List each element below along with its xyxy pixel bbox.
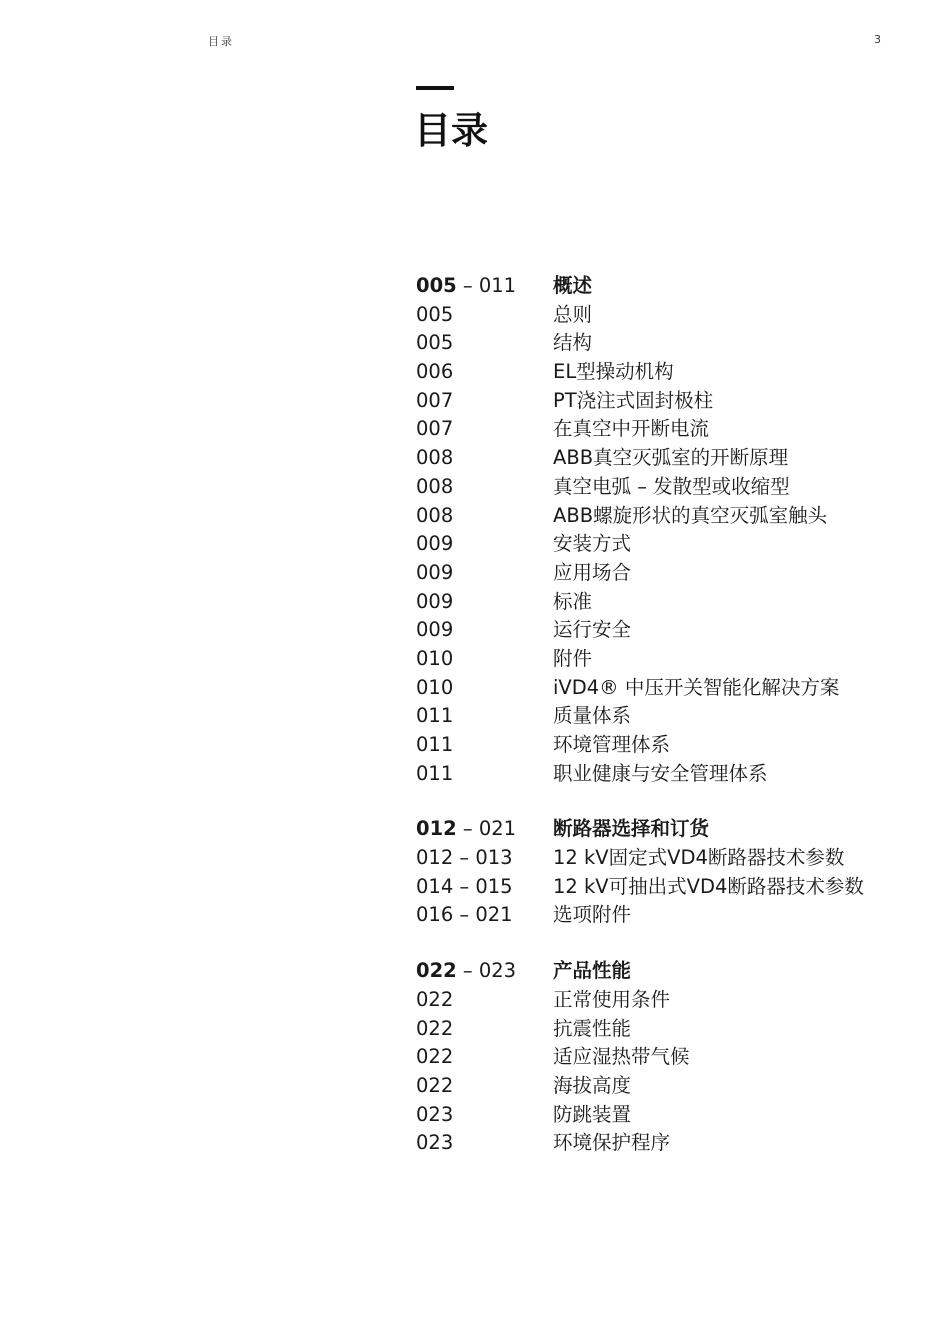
toc-entry-label: 安装方式 [553, 532, 632, 556]
toc-entry-label: 12 kV可抽出式VD4断路器技术参数 [553, 874, 864, 898]
toc-entry-page: 022 [416, 1073, 454, 1097]
toc-entry-label: 附件 [553, 646, 593, 670]
toc-entry-label: 环境管理体系 [553, 733, 671, 756]
toc-entry-label: 运行安全 [553, 618, 632, 642]
toc-entry[interactable] [416, 702, 936, 731]
toc-entry-label: 抗震性能 [553, 1016, 632, 1040]
range-end: – 023 [462, 959, 517, 983]
toc-entry[interactable] [416, 415, 936, 444]
toc-section-heading[interactable] [416, 272, 936, 301]
toc-entry[interactable] [416, 387, 936, 416]
toc-entry-page: 009 [416, 618, 454, 642]
toc-entry-page: 005 [416, 331, 454, 355]
range-start: 022 [416, 959, 457, 983]
toc-entry-page: 016 – 021 [416, 903, 513, 927]
toc-entry-label: ABB螺旋形状的真空灭弧室触头 [553, 503, 828, 527]
toc-entry-label: 应用场合 [553, 560, 632, 584]
toc-section-range [416, 815, 553, 844]
page-title: 目录 [414, 109, 488, 152]
toc-section [416, 815, 936, 930]
toc-entry-page: 010 [416, 675, 454, 699]
toc-entry[interactable] [416, 559, 936, 588]
toc-entry-page: 023 [416, 1102, 454, 1126]
toc-entry[interactable] [416, 645, 936, 674]
toc-entry-label: 环境保护程序 [553, 1131, 671, 1155]
range-end: – 021 [462, 817, 517, 841]
toc-section-title: 断路器选择和订货 [553, 817, 710, 841]
title-accent-bar [416, 86, 454, 90]
toc-entry[interactable] [416, 444, 936, 473]
toc-entry[interactable] [416, 473, 936, 502]
toc-section [416, 957, 936, 1158]
toc-entry-page: 007 [416, 388, 454, 412]
toc-entry-label: 选项附件 [553, 903, 632, 927]
toc-entry-page: 022 [416, 1045, 454, 1069]
toc-section-range [416, 957, 553, 986]
toc-entry[interactable] [416, 1072, 936, 1101]
toc-section-title: 产品性能 [553, 959, 632, 983]
toc-entry-page: 009 [416, 532, 454, 556]
toc-entry[interactable] [416, 731, 936, 760]
toc-entry[interactable] [416, 986, 936, 1015]
toc-entry[interactable] [416, 1043, 936, 1072]
toc-entry-label: 适应湿热带气候 [553, 1045, 690, 1069]
toc-entry-label: 真空电弧 – 发散型或收缩型 [553, 474, 790, 498]
toc-entry-page: 011 [416, 761, 454, 785]
toc-entry-page: 007 [416, 417, 454, 441]
toc-entry-label: 质量体系 [553, 704, 632, 728]
running-header: 目录 [208, 35, 234, 48]
toc-entry[interactable] [416, 301, 936, 330]
page-number: 3 [874, 33, 881, 46]
toc-entry[interactable] [416, 674, 936, 703]
toc-entry[interactable] [416, 1101, 936, 1130]
toc-entry-page: 023 [416, 1131, 454, 1155]
toc-entry-label: 正常使用条件 [553, 987, 671, 1011]
toc-entry[interactable] [416, 329, 936, 358]
toc-entry-page: 011 [416, 733, 454, 756]
toc-entry-page: 008 [416, 474, 454, 498]
toc-entry-label: 防跳装置 [553, 1102, 632, 1126]
toc-entry-page: 012 – 013 [416, 846, 513, 870]
toc-entry-page: 022 [416, 1016, 454, 1040]
toc-entry-label: 海拔高度 [553, 1073, 632, 1097]
toc-entry-page: 011 [416, 704, 454, 728]
toc-entry[interactable] [416, 616, 936, 645]
range-start: 005 [416, 274, 457, 297]
toc-entry[interactable] [416, 358, 936, 387]
toc-entry[interactable] [416, 530, 936, 559]
toc-entry-page: 008 [416, 446, 454, 470]
toc-entry-page: 005 [416, 302, 454, 326]
toc-section-title: 概述 [553, 274, 593, 297]
toc-entry-page: 008 [416, 503, 454, 527]
toc-entry-page: 014 – 015 [416, 874, 513, 898]
toc-entry[interactable] [416, 873, 936, 902]
toc-entry-label: 总则 [553, 302, 593, 326]
toc-entry[interactable] [416, 502, 936, 531]
toc-entry[interactable] [416, 1015, 936, 1044]
toc-entry[interactable] [416, 844, 936, 873]
toc-entry-label: iVD4® 中压开关智能化解决方案 [553, 675, 840, 699]
toc-entry[interactable] [416, 1129, 936, 1158]
toc-entry-label: 标准 [553, 589, 593, 613]
toc-entry-label: EL型操动机构 [553, 360, 674, 384]
toc-entry-label: ABB真空灭弧室的开断原理 [553, 446, 789, 470]
toc-entry-label: 在真空中开断电流 [553, 417, 710, 441]
toc-entry-label: 12 kV固定式VD4断路器技术参数 [553, 846, 845, 870]
toc-entry-label: 结构 [553, 331, 593, 355]
toc-section-range [416, 272, 553, 301]
toc-entry-page: 010 [416, 646, 454, 670]
toc-entry[interactable] [416, 760, 936, 789]
toc-entry-label: PT浇注式固封极柱 [553, 388, 714, 412]
table-of-contents [416, 272, 936, 1185]
toc-entry-page: 022 [416, 987, 454, 1011]
toc-entry-page: 009 [416, 589, 454, 613]
toc-entry[interactable] [416, 901, 936, 930]
toc-entry-label: 职业健康与安全管理体系 [553, 761, 768, 785]
toc-section [416, 272, 936, 788]
toc-entry-page: 006 [416, 360, 454, 384]
range-start: 012 [416, 817, 457, 841]
toc-section-heading[interactable] [416, 957, 936, 986]
range-end: – 011 [462, 274, 517, 297]
toc-entry-page: 009 [416, 560, 454, 584]
toc-section-heading[interactable] [416, 815, 936, 844]
toc-entry[interactable] [416, 588, 936, 617]
